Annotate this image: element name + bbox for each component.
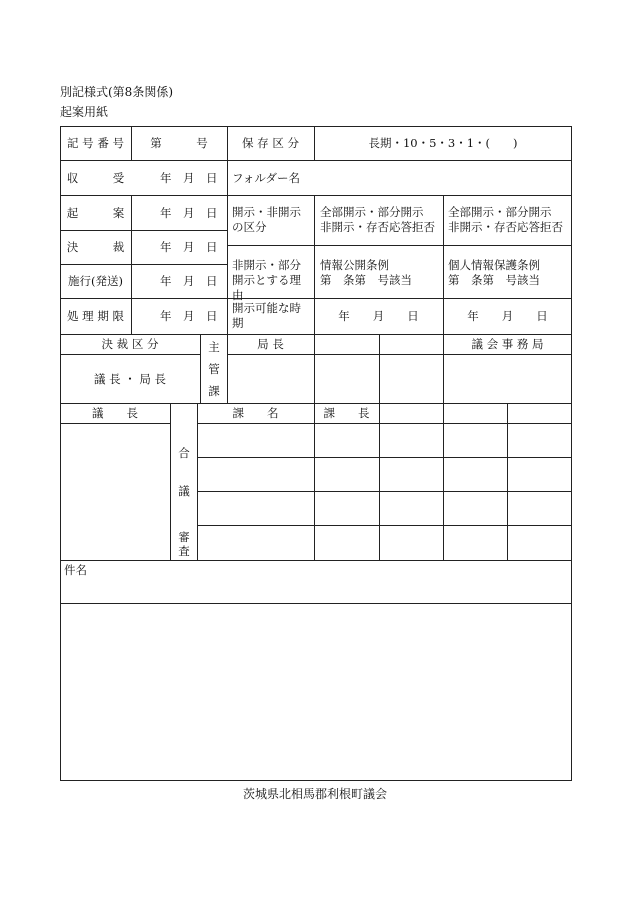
- drafted-date-field[interactable]: 年 月 日: [160, 206, 218, 220]
- decided-date-field[interactable]: 年 月 日: [160, 240, 218, 254]
- form-reference: 別記様式(第8条関係): [60, 85, 173, 99]
- body-text-area[interactable]: [61, 604, 571, 780]
- review-label: 審査: [178, 530, 190, 558]
- nondisclosure-reason-label: 非開示・部分開示とする理由: [232, 258, 301, 302]
- lead-section-label: 主管課: [208, 340, 220, 398]
- disclosure-class-label: 開示・非開示の区分: [232, 205, 301, 234]
- disclosable-date-1[interactable]: 年 月 日: [338, 309, 419, 323]
- subject-label: 件名: [64, 563, 87, 577]
- disclosure-class-options-2[interactable]: 全部開示・部分開示 非開示・存否応答拒否: [448, 205, 563, 234]
- issued-label: 施行(発送): [68, 274, 123, 288]
- chairman-label: 議 長: [92, 406, 138, 420]
- folder-name-field[interactable]: [315, 161, 571, 195]
- decision-class-value[interactable]: 議 長 ・ 局 長: [93, 372, 167, 386]
- issuer-footer: 茨城県北相馬郡利根町議会: [242, 787, 387, 801]
- sheet-title: 起案用紙: [60, 105, 109, 119]
- section-name-label: 課 名: [232, 406, 279, 420]
- decided-label: 決 裁: [66, 240, 125, 254]
- secretariat-label: 議 会 事 務 局: [471, 337, 544, 351]
- section-chief-label: 課 長: [323, 406, 370, 420]
- info-disclosure-ordinance[interactable]: 情報公開条例 第 条第 号該当: [320, 258, 412, 287]
- deadline-label: 処 理 期 限: [67, 309, 124, 323]
- record-no-label: 記 号 番 号: [67, 136, 124, 150]
- disclosable-date-2[interactable]: 年 月 日: [467, 309, 548, 323]
- disclosure-class-options-1[interactable]: 全部開示・部分開示 非開示・存否応答拒否: [320, 205, 435, 234]
- disclosable-period-label: 開示可能な時期: [232, 301, 301, 330]
- record-no-field[interactable]: 第 号: [150, 136, 208, 150]
- decision-class-label: 決 裁 区 分: [101, 337, 159, 351]
- drafted-label: 起 案: [66, 206, 125, 220]
- deadline-date-field[interactable]: 年 月 日: [160, 309, 218, 323]
- chief-label: 局 長: [257, 337, 284, 351]
- storage-class-label: 保 存 区 分: [242, 136, 299, 150]
- received-label: 収 受: [66, 171, 125, 185]
- folder-name-label: フォルダー名: [232, 171, 300, 185]
- consultation-label: 合議: [178, 446, 190, 498]
- received-date-field[interactable]: 年 月 日: [160, 171, 218, 185]
- privacy-protection-ordinance[interactable]: 個人情報保護条例 第 条第 号該当: [448, 258, 540, 287]
- issued-date-field[interactable]: 年 月 日: [160, 274, 218, 288]
- storage-class-options[interactable]: 長期・10・5・3・1・( ): [368, 136, 518, 150]
